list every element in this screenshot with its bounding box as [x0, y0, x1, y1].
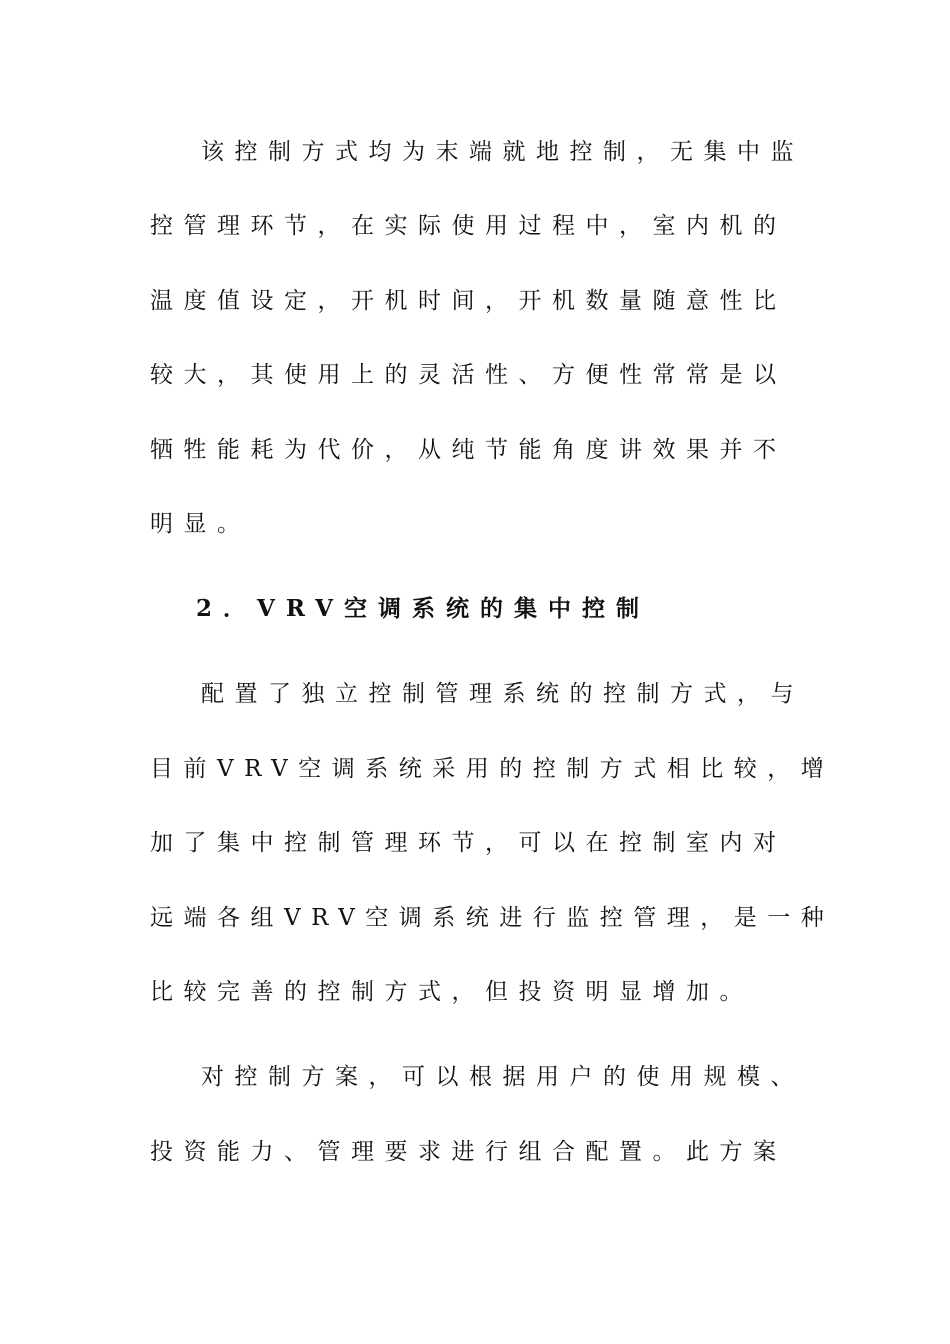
paragraph-2-line-4: 远端各组VRV空调系统进行监控管理，是一种 [150, 905, 835, 931]
paragraph-2-line-1: 配置了独立控制管理系统的控制方式，与 [201, 681, 804, 707]
paragraph-1-line-6: 明显。 [150, 511, 251, 537]
paragraph-1-line-2: 控管理环节，在实际使用过程中，室内机的 [150, 213, 787, 239]
paragraph-3-line-2: 投资能力、管理要求进行组合配置。此方案 [150, 1139, 787, 1165]
paragraph-2-line-5: 比较完善的控制方式，但投资明显增加。 [150, 979, 753, 1005]
paragraph-2-line-3: 加了集中控制管理环节，可以在控制室内对 [150, 830, 787, 856]
section-heading: 2．VRV空调系统的集中控制 [196, 595, 650, 622]
paragraph-2-line-2: 目前VRV空调系统采用的控制方式相比较，增 [150, 756, 835, 782]
paragraph-1-line-1: 该控制方式均为末端就地控制，无集中监 [201, 139, 804, 165]
paragraph-1-line-5: 牺牲能耗为代价，从纯节能角度讲效果并不 [150, 437, 787, 463]
paragraph-1-line-3: 温度值设定，开机时间，开机数量随意性比 [150, 288, 787, 314]
paragraph-1-line-4: 较大，其使用上的灵活性、方便性常常是以 [150, 362, 787, 388]
paragraph-3-line-1: 对控制方案，可以根据用户的使用规模、 [201, 1064, 804, 1090]
